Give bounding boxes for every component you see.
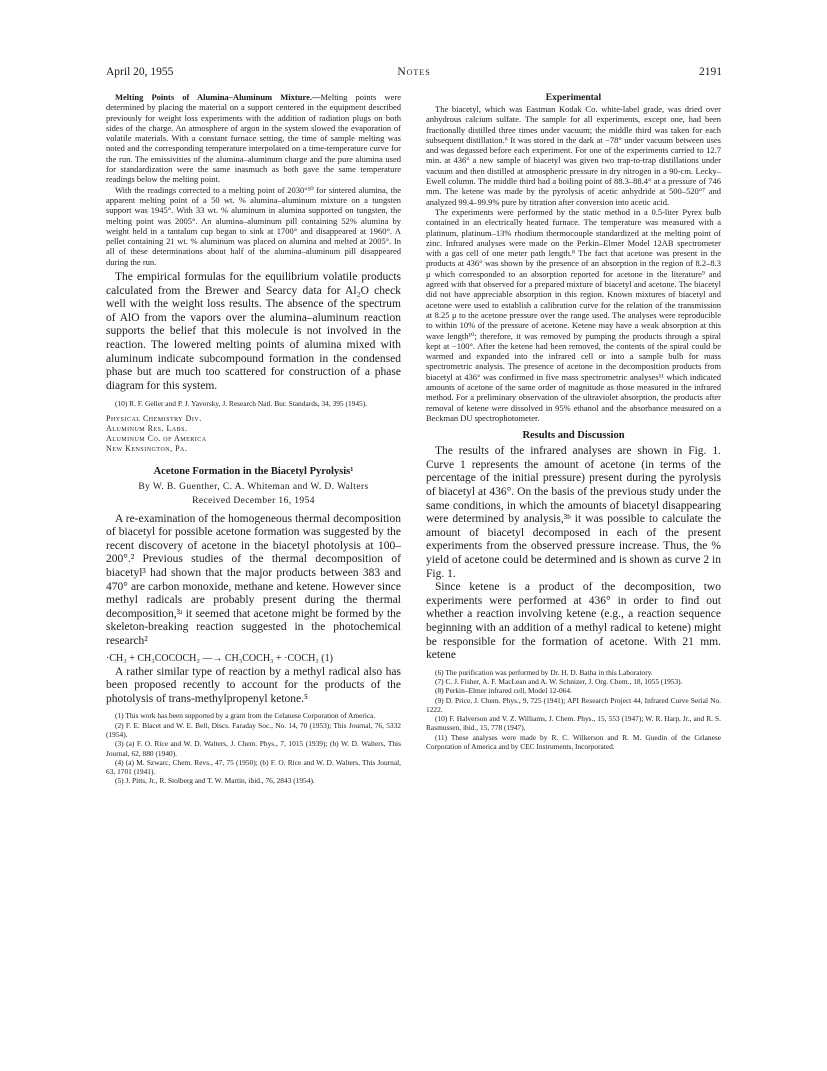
footnote: (9) D. Price, J. Chem. Phys., 9, 725 (1941); API Research Project 44, Infrared Curve Serial No. 1222. xyxy=(426,695,721,714)
article-authors: By W. B. Guenther, C. A. Whiteman and W. D. Walters xyxy=(138,481,369,492)
issue-date: April 20, 1955 xyxy=(106,66,174,78)
melting-heading: Melting Points of Alumina–Aluminum Mixture.— xyxy=(115,92,321,102)
affiliation-line: Aluminum Co. of America xyxy=(106,433,207,443)
footnote: (10) F. Halverson and V. Z. Williams, J. Chem. Phys., 15, 553 (1947); W. R. Harp, Jr., and R. S. Rasmussen, ibid., 15, 778 (1947). xyxy=(426,714,721,733)
page-number: 2191 xyxy=(699,66,722,78)
results-paragraph-2: Since ketene is a product of the decomposition, two experiments were performed at 436° in order to find out whether a reaction involving ketene (e.g., a reaction sequence beginning with an addition of a methyl radical to ketene) might be responsible for the formation of acetone. With 21 mm. ketene xyxy=(426,581,721,662)
affiliation-line: Physical Chemistry Div. xyxy=(106,413,202,423)
footnote: (11) These analyses were made by R. C. Wilkerson and R. M. Guedin of the Celanese Corporation of America and by CEC Instruments, Incorporated. xyxy=(426,732,721,752)
results-heading: Results and Discussion xyxy=(522,430,625,442)
reaction-equation: ·CH₃ + CH₃COCOCH₃ —→ CH₃COCH₃ + ·COCH₃ (1) xyxy=(106,652,333,664)
left-footnotes xyxy=(106,711,401,785)
footnote: (8) Perkin–Elmer infrared cell, Model 12-064. xyxy=(435,686,572,696)
footnote-10: (10) R. F. Geller and P. J. Yavorsky, J. Research Natl. Bur. Standards, 34, 395 (1945). xyxy=(115,399,368,409)
affiliation-block xyxy=(106,414,401,454)
experimental-paragraph: The biacetyl, which was Eastman Kodak Co. white-label grade, was dried over anhydrous calcium sulfate. The sample for all experiments, except one, had been fractionally distilled three times under vacuum; the middle third was taken for each subsequent distillation.⁶ It was stored in the dark at −78° under vacuum between uses and was degassed before each experiment. For one of the experiments carried to 12.7 min. at 436° a new sample of biacetyl was given two trap-to-trap distillations under vacuum and then distilled at atmospheric pressure in dry nitrogen in a 90-cm. Lecky–Ewell column. The middle third had a boiling point of 88.3–88.4° at a pressure of 746 mm. The ketene was made by the pyrolysis of acetic anhydride at 500–520°⁷ and analyzed 99.4–99.9% pure by titration after conversion into acetic acid. xyxy=(426,104,721,207)
results-paragraph: The results of the infrared analyses are shown in Fig. 1. Curve 1 represents the amount of acetone (in terms of the percentage of the initial pressure) present during the pyrolysis of biacetyl at 436°. On the basis of the previous study under the same conditions, in which the amounts of biacetyl disappearing were determined by analysis,³ᵇ it was possible to calculate the amount of biacetyl decomposed in each of the present experiments from the observed pressure increase. Thus, the % yield of acetone could be determined and is shown as curve 2 in Fig. 1. xyxy=(426,445,721,580)
intro-paragraph: A re-examination of the homogeneous thermal decomposition of biacetyl for possible acetone formation was suggested by the recent discovery of acetone in the biacetyl photolysis at 100–200°.² Previous studies of the thermal decomposition of biacetyl³ had shown that the major products between 383 and 470° are carbon monoxide, methane and ketene. However since methyl radicals are probably present during the thermal decomposition,³ʴ it seemed that acetone might be formed by the skeleton-breaking reaction suggested in the photochemical research² xyxy=(106,512,401,648)
footnote: (5) J. Pitts, Jr., R. Stolberg and T. W. Martin, ibid., 76, 2843 (1954). xyxy=(115,776,315,786)
footnote: (7) C. J. Fisher, A. F. MacLean and A. W. Schnizer, J. Org. Chem., 18, 1055 (1953). xyxy=(435,677,683,686)
page-header xyxy=(106,66,722,82)
empirical-paragraph: The empirical formulas for the equilibrium volatile products calculated from the Brewer and Searcy data for Al₂O check well with the weight loss results. The absence of the spectrum of AlO from the vapors over the alumina–aluminum reaction supports the belief that this molecule is not involved in the reaction. The lowered melting points of alumina mixed with aluminum indicate subcompound formation in the condensed phase but are much too scattered for construction of a phase diagram for this system. xyxy=(106,271,401,392)
right-footnotes xyxy=(426,668,721,752)
right-column xyxy=(426,92,721,751)
left-column xyxy=(106,92,401,786)
footnote: (4) (a) M. Szwarc, Chem. Revs., 47, 75 (1950); (b) F. O. Rice and W. D. Walters, This Journal, 63, 1701 (1941). xyxy=(106,757,401,777)
footnote: (6) The purification was performed by Dr. H. D. Batha in this Laboratory. xyxy=(435,667,653,677)
article-title: Acetone Formation in the Biacetyl Pyrolysis¹ xyxy=(153,465,354,477)
footnote: (3) (a) F. O. Rice and W. D. Walters, J. Chem. Phys., 7, 1015 (1939); (b) W. D. Walters, This Journal, 62, 880 (1940). xyxy=(106,739,401,758)
melting-paragraph-2: With the readings corrected to a melting point of 2030°¹⁰ for sintered alumina, the apparent melting point of a 50 wt. % alumina–aluminum mixture on a tungsten support was 1945°. With 33 wt. % aluminum in alumina supported on tungsten, the melting point was 2005°. An alumina–aluminum pill containing 52% alumina by weight held in a tantalum cup began to sink at 1700° and disappeared at 1960°. A pellet containing 21 wt. % aluminum was placed on alumina and melted at 2005°. In all of these determinations about half of the alumina–aluminum pill disappeared during the run. xyxy=(106,184,401,267)
section-title: Notes xyxy=(397,66,431,78)
experimental-paragraph-2: The experiments were performed by the static method in a 0.5-liter Pyrex bulb contained in an electrically heated furnace. The temperature was measured with a platinum, platinum–13% rhodium thermocouple standardized at the melting point of zinc. Infrared analyses were made on the Perkin–Elmer Model 12AB spectrometer with a gas cell of one meter path length.⁸ The fact that acetone was present in the products at 436° was shown by the presence of an absorption in the region of 8.2–8.3 μ which corresponded to an absorption reported for acetone in the literature⁹ and agreed with that observed for a prepared mixture of biacetyl and acetone. The biacetyl did not have appreciable absorption in this region. Known mixtures of biacetyl and acetone were used to establish a calibration curve for the relation of the transmission at 8.25 μ to the acetone pressure over the range used. The analyses were reproducible to within 10% of the pressure of acetone. Ketene may have a weak absorption at this wave length¹⁰; therefore, it was removed by pumping the products through a spiral kept at −100°. After the ketene had been removed, the contents of the spiral could be warmed and expanded into the infrared cell or into a sample bulb for mass spectrometric analysis. The presence of acetone in the decomposition products from biacetyl at 436° was confirmed in five mass spectrometric analyses¹¹ which indicated amounts of acetone of the same order of magnitude as those measured in the infrared method. For a preliminary observation of the ultraviolet absorption, the products after removal of ketene were dissolved in 95% ethanol and the absorbance measured on a Beckman DU spectrophotometer. xyxy=(426,206,721,423)
affiliation-line: Aluminum Res. Labs. xyxy=(106,423,188,433)
intro-paragraph-2: A rather similar type of reaction by a methyl radical also has been proposed recently to account for the products of the photolysis of trans-methylpropenyl ketone.⁵ xyxy=(106,665,401,705)
melting-paragraph: Melting Points of Alumina–Aluminum Mixture.—Melting points were determined by placing the material on a support centered in the equipment described previously for weight loss experiments with the addition of radiation plugs on both sides of the charge. An atmosphere of argon in the system slowed the evaporation of volatile materials. With a constant furnace setting, the time of sample melting was noted and the corresponding temperature interpolated on a time-temperature curve for the run. The emissivities of the alumina–aluminum charge and the pure alumina used for standardization were the same inasmuch as both gave the same temperature readings below the melting point. xyxy=(106,92,401,185)
footnote: (2) F. E. Blacet and W. E. Bell, Discs. Faraday Soc., No. 14, 70 (1953); This Journal, 76, 5332 (1954). xyxy=(106,720,401,739)
experimental-heading: Experimental xyxy=(545,93,602,103)
affiliation-line: New Kensington, Pa. xyxy=(106,443,188,453)
footnote: (1) This work has been supported by a grant from the Celanese Corporation of America. xyxy=(115,711,376,721)
received-date: Received December 16, 1954 xyxy=(192,495,315,506)
